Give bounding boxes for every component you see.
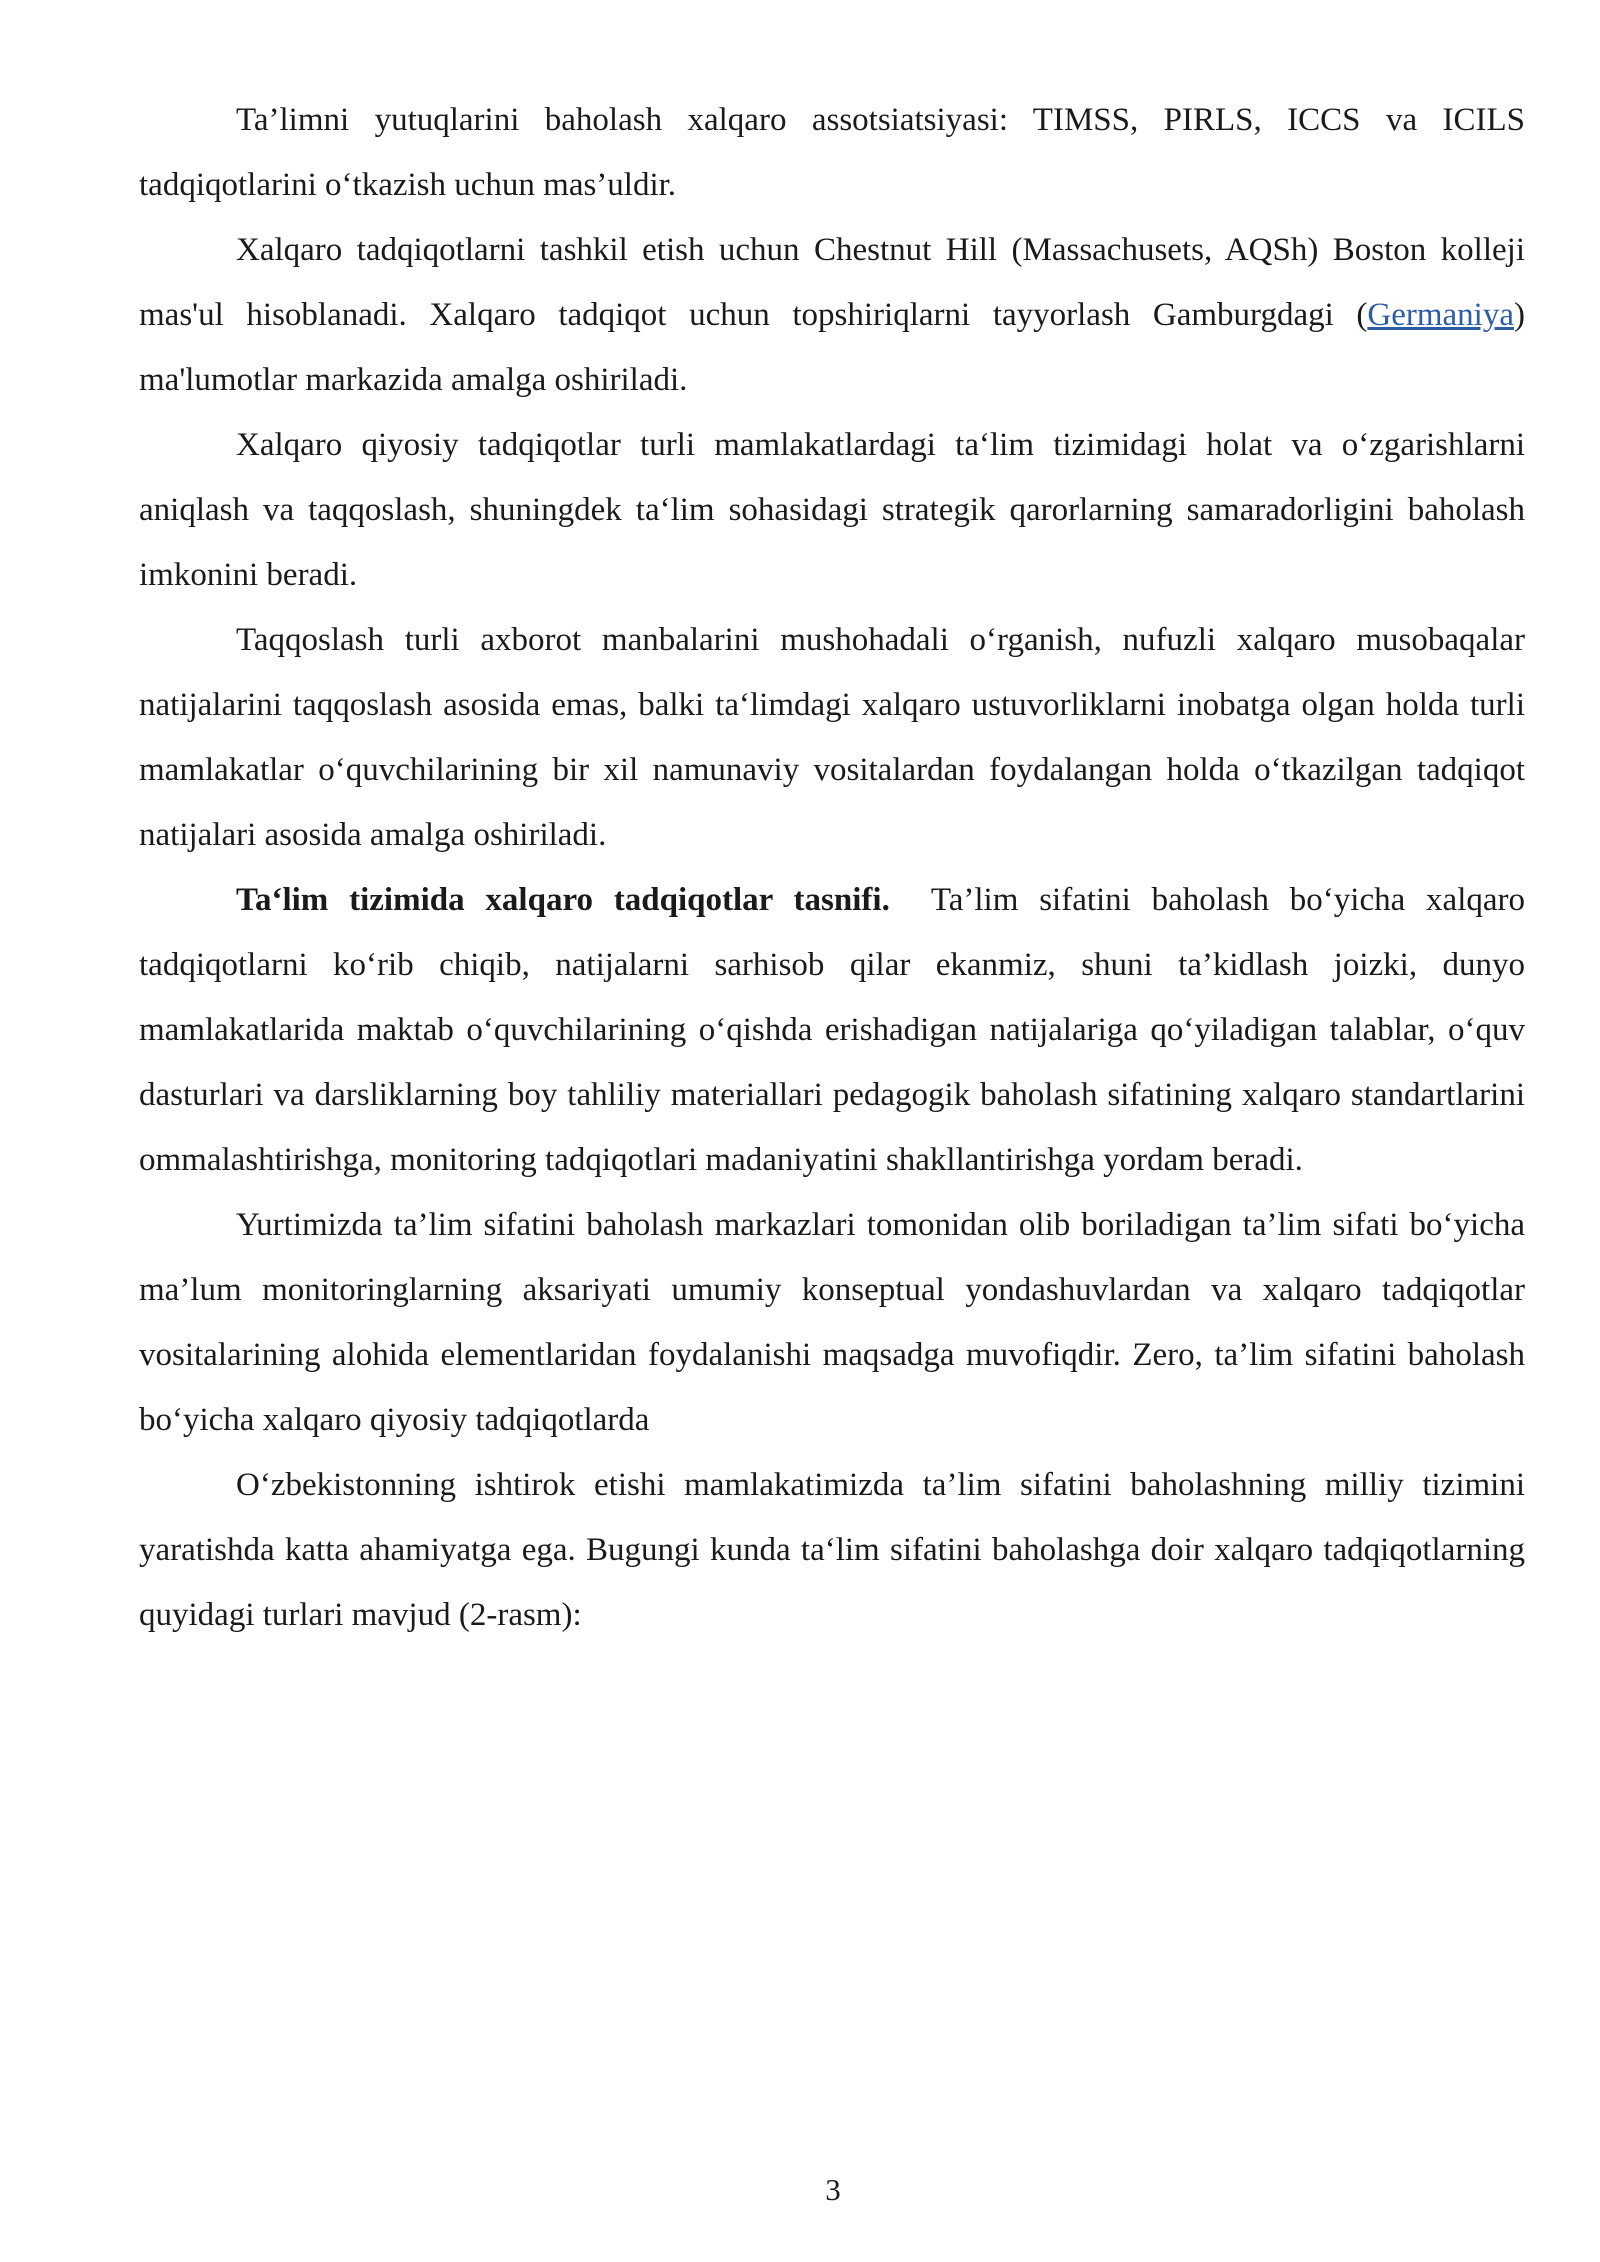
paragraph-comparative-studies: Xalqaro qiyosiy tadqiqotlar turli mamlakatlardagi ta‘lim tizimidagi holat va o‘zgarishlarni aniqlash va taqqoslash, shuningdek ta‘lim sohasidagi strategik qarorlarning samaradorligini baholash imkonini beradi.: [139, 427, 1525, 593]
section-heading: Ta‘lim tizimida xalqaro tadqiqotlar tasnifi.: [236, 882, 890, 918]
paragraph-comparison: Taqqoslash turli axborot manbalarini mushohadali o‘rganish, nufuzli xalqaro musobaqalar natijalarini taqqoslash asosida emas, balki ta‘limdagi xalqaro ustuvorliklarni inobatga olgan holda turli mamlakatlar o‘quvchilarining bir xil namunaviy vositalardan foydalangan holda o‘tkazilgan tadqiqot natijalari asosida amalga oshiriladi.: [139, 622, 1525, 853]
paragraph-classification: [139, 868, 1525, 1193]
paragraph-national-monitoring: Yurtimizda ta’lim sifatini baholash markazlari tomonidan olib boriladigan ta’lim sifati bo‘yicha ma’lum monitoringlarning aksariyati umumiy konseptual yondashuvlardan va xalqaro tadqiqotlar vositalarining alohida elementlaridan foydalanishi maqsadga muvofiqdir. Zero, ta’lim sifatini baholash bo‘yicha xalqaro qiyosiy tadqiqotlarda: [139, 1207, 1525, 1438]
page-number: 3: [825, 2172, 841, 2207]
paragraph-text: Xalqaro tadqiqotlarni tashkil etish uchun Chestnut Hill (Massachusets, AQSh) Boston kolleji mas'ul hisoblanadi. Xalqaro tadqiqot uchun topshiriqlarni tayyorlash Gamburgdagi (: [139, 232, 1525, 333]
paragraph-iea-responsibility: Ta’limni yutuqlarini baholash xalqaro assotsiatsiyasi: TIMSS, PIRLS, ICCS va ICILS tadqiqotlarini o‘tkazish uchun mas’uldir.: [139, 102, 1525, 203]
paragraph-text: ) ma'lumotlar markazida amalga oshiriladi.: [139, 297, 1525, 398]
paragraph-text: Ta’lim sifatini baholash bo‘yicha xalqaro tadqiqotlarni ko‘rib chiqib, natijalarni sarhisob qilar ekanmiz, shuni ta’kidlash joizki, dunyo mamlakatlarida maktab o‘quvchilarining o‘qishda erishadigan natijalariga qo‘yiladigan talablar, o‘quv dasturlari va darsliklarning boy tahliliy materiallari pedagogik baholash sifatining xalqaro standartlarini ommalashtirishga, monitoring tadqiqotlari madaniyatini shakllantirishga yordam beradi.: [139, 882, 1526, 1178]
paragraph-uzbekistan-participation: O‘zbekistonning ishtirok etishi mamlakatimizda ta’lim sifatini baholashning milliy tizimini yaratishda katta ahamiyatga ega. Bugungi kunda ta‘lim sifatini baholashga doir xalqaro tadqiqotlarning quyidagi turlari mavjud (2-rasm):: [139, 1467, 1525, 1633]
paragraph-boston-college: [139, 218, 1525, 413]
document-body: [139, 88, 1525, 1648]
germaniya-link[interactable]: Germaniya: [1367, 297, 1514, 333]
